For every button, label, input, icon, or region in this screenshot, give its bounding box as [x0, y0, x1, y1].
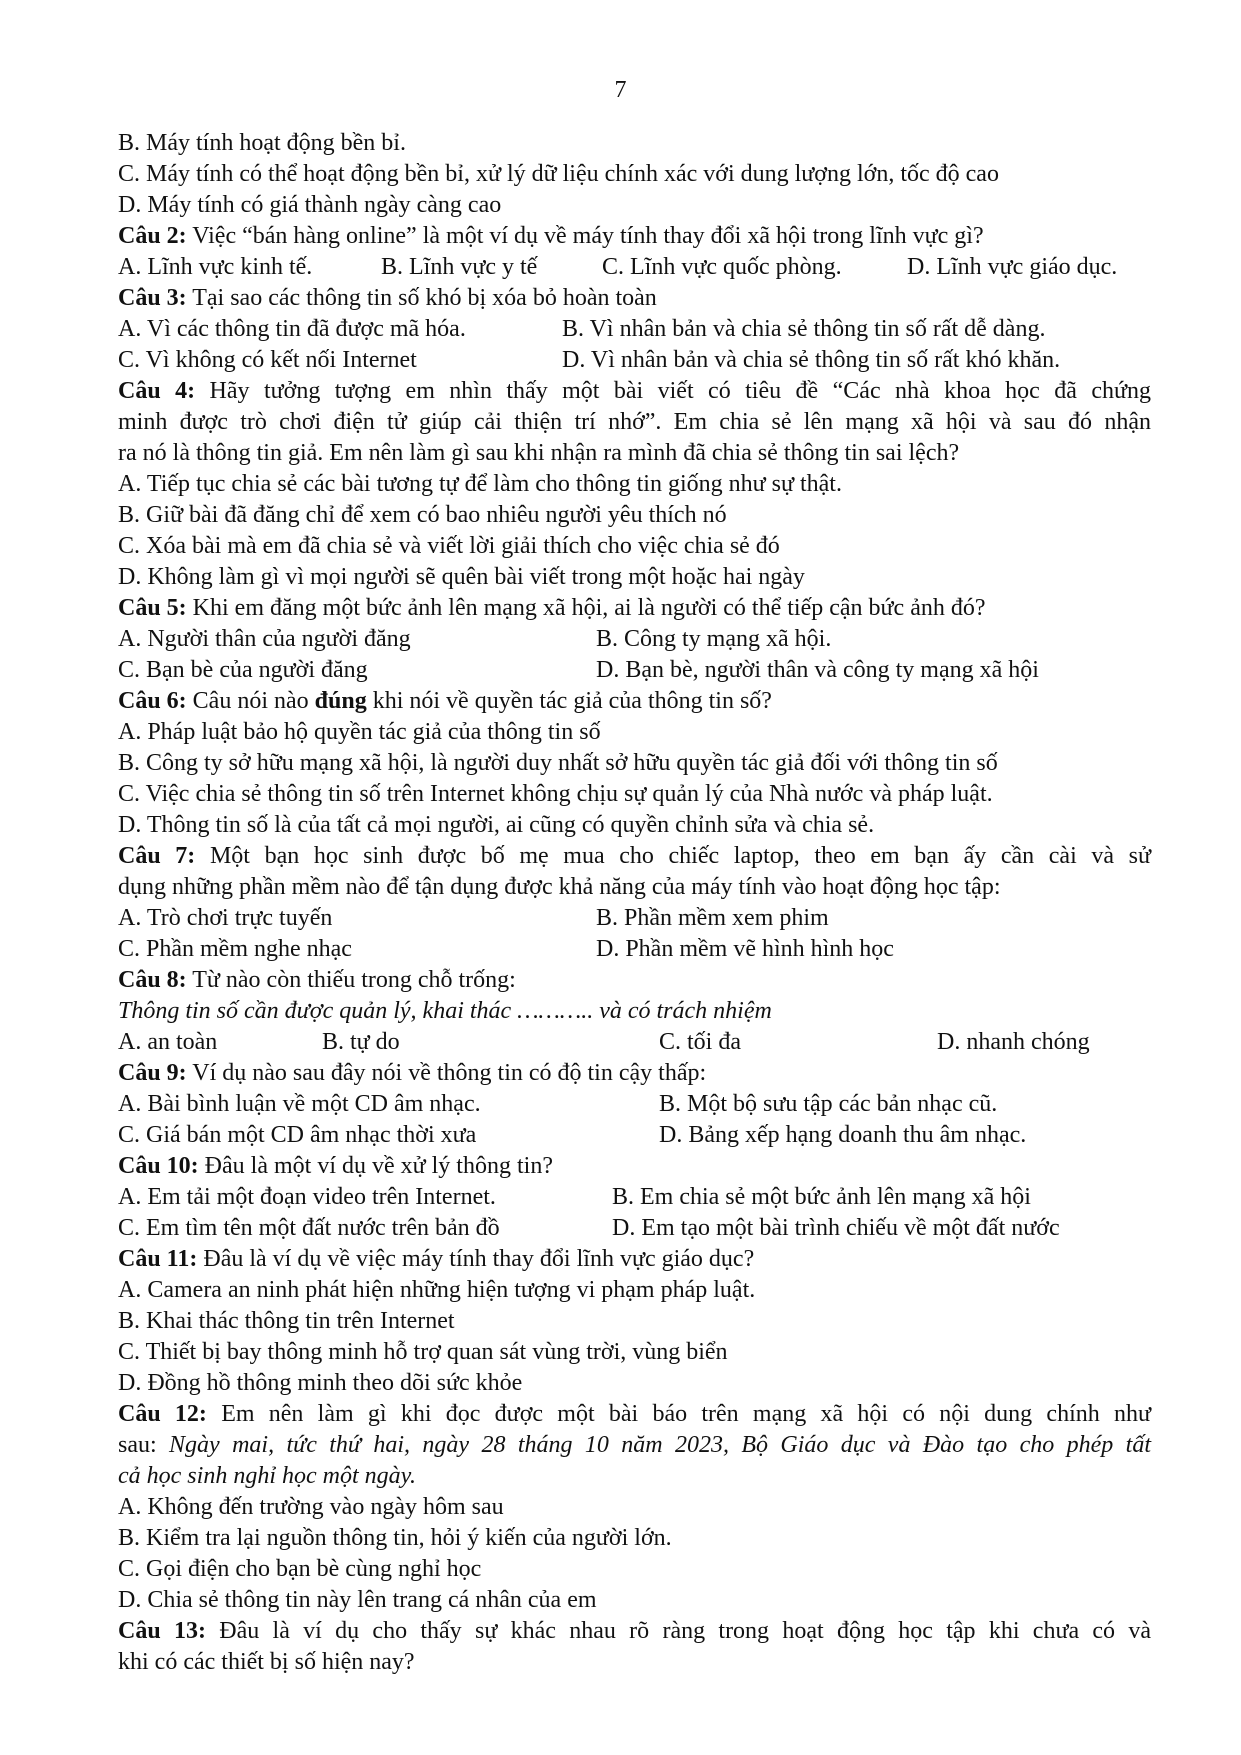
q12-text-line2-pre: sau: [118, 1432, 170, 1458]
q2-label: Câu 2: [118, 223, 187, 249]
q4-option-c: C. Xóa bài mà em đã chia sẻ và viết lời giải thích cho việc chia sẻ đó [118, 533, 780, 559]
q10-option-c: C. Em tìm tên một đất nước trên bản đồ [118, 1215, 500, 1241]
q11-label: Câu 11: [118, 1246, 198, 1272]
q3-option-d: D. Vì nhân bản và chia sẻ thông tin số rất khó khăn. [562, 347, 1061, 373]
q13-stem-line2: khi có các thiết bị số hiện nay? [118, 1649, 415, 1675]
q7-option-c: C. Phần mềm nghe nhạc [118, 936, 352, 962]
q11-option-a: A. Camera an ninh phát hiện những hiện tượng vi phạm pháp luật. [118, 1277, 756, 1303]
q4-option-b: B. Giữ bài đã đăng chỉ để xem có bao nhiêu người yêu thích nó [118, 502, 727, 528]
q8-stem [118, 965, 516, 996]
q12-stem-line2 [118, 1430, 1151, 1461]
q8-option-d: D. nhanh chóng [937, 1029, 1090, 1055]
q4-option-d: D. Không làm gì vì mọi người sẽ quên bài viết trong một hoặc hai ngày [118, 564, 805, 590]
q7-text-line1: Một bạn học sinh được bố mẹ mua cho chiếc laptop, theo em bạn ấy cần cài và sử [195, 843, 1152, 869]
q1-option-d: D. Máy tính có giá thành ngày càng cao [118, 192, 502, 218]
q8-text: Từ nào còn thiếu trong chỗ trống: [186, 967, 516, 993]
q2-text: Việc “bán hàng online” là một ví dụ về máy tính thay đổi xã hội trong lĩnh vực gì? [186, 223, 984, 249]
q8-option-a: A. an toàn [118, 1029, 218, 1055]
q6-text-post: khi nói về quyền tác giả của thông tin số? [366, 688, 772, 714]
q10-text: Đâu là một ví dụ về xử lý thông tin? [198, 1153, 553, 1179]
q8-option-c: C. tối đa [659, 1029, 741, 1055]
q5-option-c: C. Bạn bè của người đăng [118, 657, 368, 683]
q3-option-a: A. Vì các thông tin đã được mã hóa. [118, 316, 466, 342]
q5-stem [118, 593, 986, 624]
q2-option-b: B. Lĩnh vực y tế [381, 254, 538, 280]
q1-option-b: B. Máy tính hoạt động bền bỉ. [118, 130, 406, 156]
q10-option-a: A. Em tải một đoạn video trên Internet. [118, 1184, 496, 1210]
q4-label: Câu 4: [118, 378, 196, 404]
q2-stem [118, 221, 984, 252]
q1-option-c: C. Máy tính có thể hoạt động bền bỉ, xử lý dữ liệu chính xác với dung lượng lớn, tốc độ cao [118, 161, 999, 187]
q7-label: Câu 7: [118, 843, 196, 869]
q11-stem [118, 1244, 754, 1275]
q12-text-line3-italic: cả học sinh nghỉ học một ngày. [118, 1463, 416, 1489]
q8-label: Câu 8: [118, 967, 187, 993]
q6-text-pre: Câu nói nào [186, 688, 315, 714]
q12-text-line1: Em nên làm gì khi đọc được một bài báo trên mạng xã hội có nội dung chính như [206, 1401, 1152, 1427]
q13-text-line1: Đâu là ví dụ cho thấy sự khác nhau rõ ràng trong hoạt động học tập khi chưa có và [205, 1618, 1152, 1644]
q6-text-bold: đúng [314, 688, 367, 714]
q12-stem-line3 [118, 1461, 416, 1492]
q6-label: Câu 6: [118, 688, 187, 714]
q11-option-b: B. Khai thác thông tin trên Internet [118, 1308, 455, 1334]
q5-option-a: A. Người thân của người đăng [118, 626, 411, 652]
q3-stem [118, 283, 657, 314]
q3-label: Câu 3: [118, 285, 187, 311]
q12-stem-line1 [118, 1399, 1151, 1430]
q3-option-c: C. Vì không có kết nối Internet [118, 347, 417, 373]
q2-option-c: C. Lĩnh vực quốc phòng. [602, 254, 842, 280]
q13-stem-line1 [118, 1616, 1151, 1647]
q11-text: Đâu là ví dụ về việc máy tính thay đổi lĩnh vực giáo dục? [197, 1246, 755, 1272]
q11-option-d: D. Đồng hồ thông minh theo dõi sức khỏe [118, 1370, 523, 1396]
q6-option-a: A. Pháp luật bảo hộ quyền tác giả của thông tin số [118, 719, 601, 745]
q12-label: Câu 12: [118, 1401, 207, 1427]
q5-option-d: D. Bạn bè, người thân và công ty mạng xã hội [596, 657, 1039, 683]
q8-option-b: B. tự do [322, 1029, 400, 1055]
q8-sentence [118, 996, 772, 1027]
q10-option-b: B. Em chia sẻ một bức ảnh lên mạng xã hội [612, 1184, 1031, 1210]
q9-option-c: C. Giá bán một CD âm nhạc thời xưa [118, 1122, 477, 1148]
q9-text: Ví dụ nào sau đây nói về thông tin có độ tin cậy thấp: [186, 1060, 707, 1086]
q9-label: Câu 9: [118, 1060, 187, 1086]
q6-option-d: D. Thông tin số là của tất cả mọi người, ai cũng có quyền chỉnh sửa và chia sẻ. [118, 812, 875, 838]
q4-stem-line1 [118, 376, 1151, 407]
q4-stem-line3: ra nó là thông tin giả. Em nên làm gì sau khi nhận ra mình đã chia sẻ thông tin sai lệch? [118, 440, 960, 466]
q7-option-b: B. Phần mềm xem phim [596, 905, 829, 931]
q6-stem [118, 686, 772, 717]
q9-option-d: D. Bảng xếp hạng doanh thu âm nhạc. [659, 1122, 1027, 1148]
page-number: 7 [614, 77, 627, 103]
q2-option-a: A. Lĩnh vực kinh tế. [118, 254, 313, 280]
q3-text: Tại sao các thông tin số khó bị xóa bỏ hoàn toàn [186, 285, 657, 311]
q12-text-line2-italic: Ngày mai, tức thứ hai, ngày 28 tháng 10 năm 2023, Bộ Giáo dục và Đào tạo cho phép tất [169, 1432, 1151, 1458]
q4-stem-line2: minh được trò chơi điện tử giúp cải thiện trí nhớ”. Em chia sẻ lên mạng xã hội và sau đó nhận [118, 409, 1151, 435]
q12-option-c: C. Gọi điện cho bạn bè cùng nghỉ học [118, 1556, 482, 1582]
q7-stem-line2: dụng những phần mềm nào để tận dụng được khả năng của máy tính vào hoạt động học tập: [118, 874, 1001, 900]
q9-option-b: B. Một bộ sưu tập các bản nhạc cũ. [659, 1091, 998, 1117]
q12-option-d: D. Chia sẻ thông tin này lên trang cá nhân của em [118, 1587, 597, 1613]
q7-option-d: D. Phần mềm vẽ hình hình học [596, 936, 894, 962]
q5-option-b: B. Công ty mạng xã hội. [596, 626, 832, 652]
q6-option-b: B. Công ty sở hữu mạng xã hội, là người duy nhất sở hữu quyền tác giả đối với thông tin số [118, 750, 998, 776]
q7-stem-line1 [118, 841, 1151, 872]
q4-text-line1: Hãy tưởng tượng em nhìn thấy một bài viết có tiêu đề “Các nhà khoa học đã chứng [195, 378, 1152, 404]
q5-label: Câu 5: [118, 595, 187, 621]
q12-option-b: B. Kiểm tra lại nguồn thông tin, hỏi ý kiến của người lớn. [118, 1525, 672, 1551]
q9-stem [118, 1058, 706, 1089]
q10-stem [118, 1151, 553, 1182]
q10-label: Câu 10: [118, 1153, 199, 1179]
q3-option-b: B. Vì nhân bản và chia sẻ thông tin số rất dễ dàng. [562, 316, 1046, 342]
q8-sentence-text: Thông tin số cần được quản lý, khai thác ……….. và có trách nhiệm [118, 998, 772, 1024]
q13-label: Câu 13: [118, 1618, 206, 1644]
q12-option-a: A. Không đến trường vào ngày hôm sau [118, 1494, 504, 1520]
q2-option-d: D. Lĩnh vực giáo dục. [907, 254, 1118, 280]
q11-option-c: C. Thiết bị bay thông minh hỗ trợ quan sát vùng trời, vùng biển [118, 1339, 728, 1365]
q6-option-c: C. Việc chia sẻ thông tin số trên Internet không chịu sự quản lý của Nhà nước và pháp luật. [118, 781, 993, 807]
q7-option-a: A. Trò chơi trực tuyến [118, 905, 333, 931]
q9-option-a: A. Bài bình luận về một CD âm nhạc. [118, 1091, 481, 1117]
q10-option-d: D. Em tạo một bài trình chiếu về một đất nước [612, 1215, 1060, 1241]
q4-option-a: A. Tiếp tục chia sẻ các bài tương tự để làm cho thông tin giống như sự thật. [118, 471, 842, 497]
q5-text: Khi em đăng một bức ảnh lên mạng xã hội, ai là người có thể tiếp cận bức ảnh đó? [186, 595, 986, 621]
